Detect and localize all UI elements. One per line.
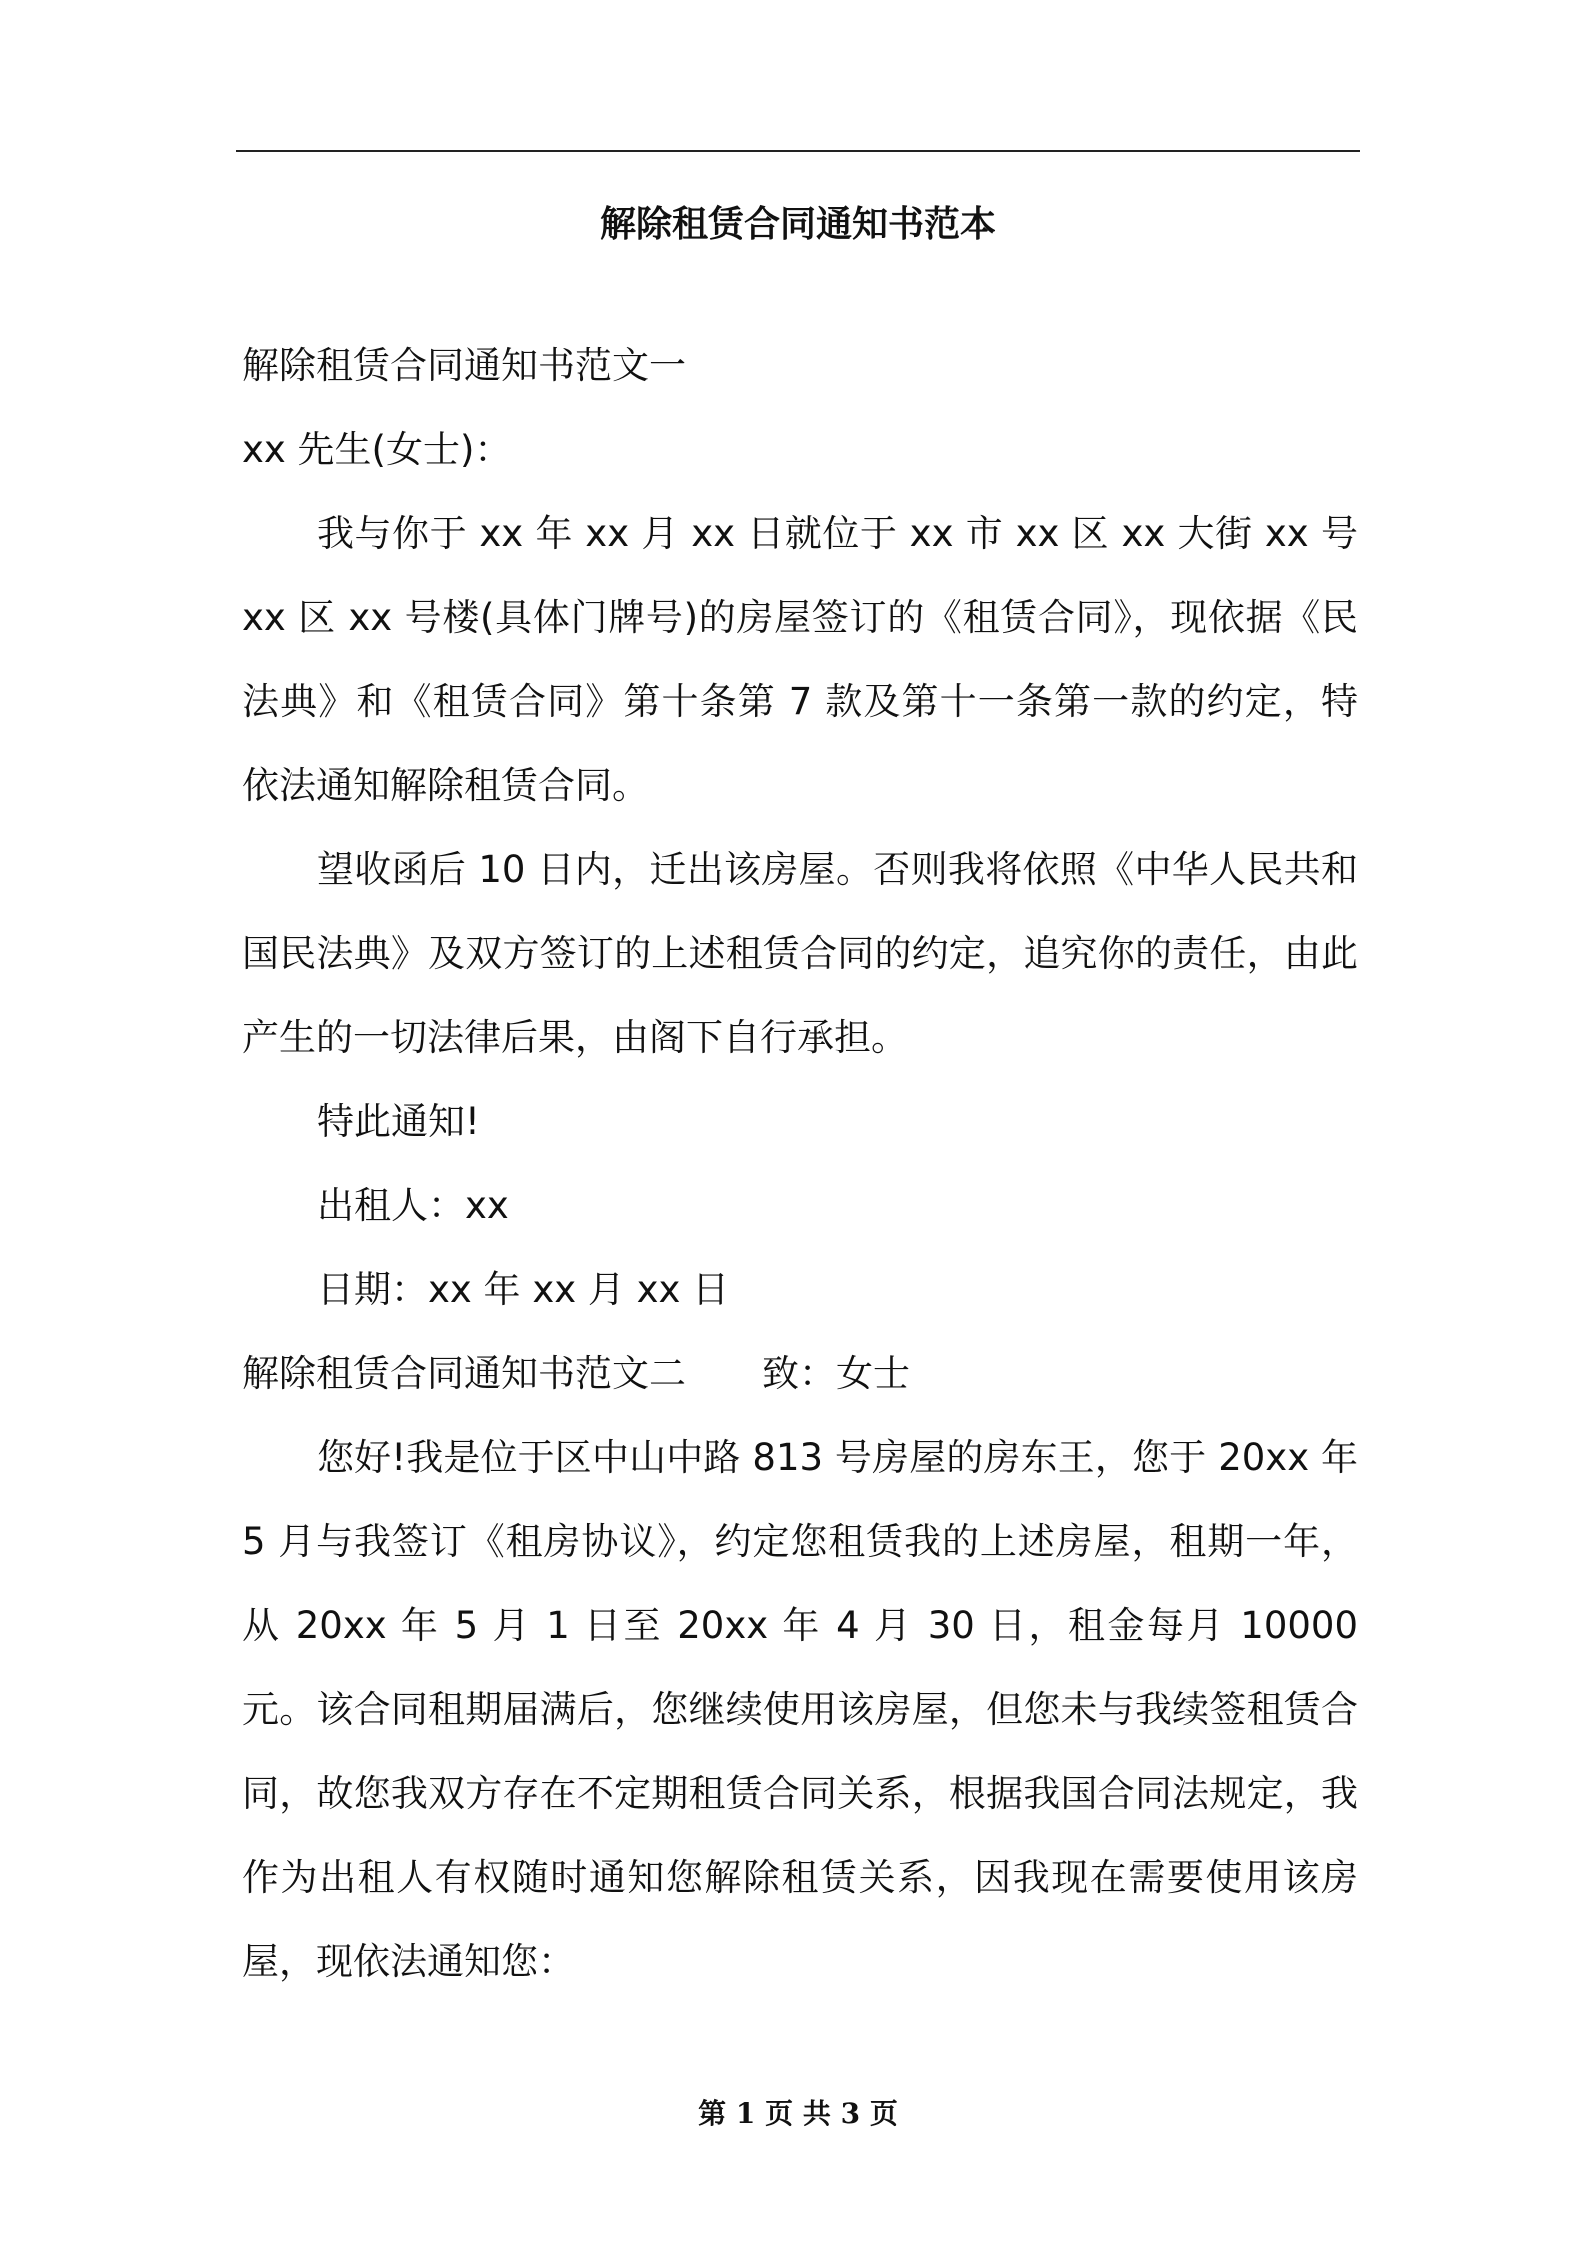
section-1-paragraph-1: 我与你于 xx 年 xx 月 xx 日就位于 xx 市 xx 区 xx 大街 xx 号 xx 区 xx 号楼(具体门牌号)的房屋签订的《租赁合同》，现依据《民法典》和《租赁合同》第十条第 7 款及第十一条第一款的约定，特依法通知解除租赁合同。 [242, 512, 1358, 807]
section-2-heading-line [242, 1332, 1358, 1416]
section-2-salutation: 致：女士 [762, 1352, 910, 1395]
section-1-heading: 解除租赁合同通知书范文一 [242, 344, 686, 387]
section-2-heading: 解除租赁合同通知书范文二 [242, 1352, 686, 1395]
page-footer: 第 1 页 共 3 页 [698, 2097, 898, 2130]
section-1-lessor: 出租人：xx [317, 1184, 509, 1227]
document-body [242, 324, 1358, 2004]
section-1-closing: 特此通知! [317, 1100, 480, 1143]
section-1-salutation: xx 先生(女士)： [242, 428, 512, 471]
section-2-paragraph-1: 您好!我是位于区中山中路 813 号房屋的房东王，您于 20xx 年 5 月与我签订《租房协议》，约定您租赁我的上述房屋，租期一年， 从 20xx 年 5 月 1 日至 20xx 年 4 月 30 日，租金每月 10000 元。该合同租期届满后，您继续使用该房屋，但您未与我续签租赁合同，故您我双方存在不定期租赁合同关系，根据我国合同法规定，我作为出租人有权随时通知您解除租赁关系，因我现在需要使用该房屋，现依法通知您： [242, 1436, 1358, 1983]
section-1-date: 日期：xx 年 xx 月 xx 日 [317, 1268, 730, 1311]
document-title: 解除租赁合同通知书范本 [599, 204, 996, 245]
header-rule [236, 150, 1360, 152]
section-1-paragraph-2: 望收函后 10 日内，迁出该房屋。否则我将依照《中华人民共和国民法典》及双方签订的上述租赁合同的约定，追究你的责任，由此产生的一切法律后果，由阁下自行承担。 [242, 848, 1358, 1059]
